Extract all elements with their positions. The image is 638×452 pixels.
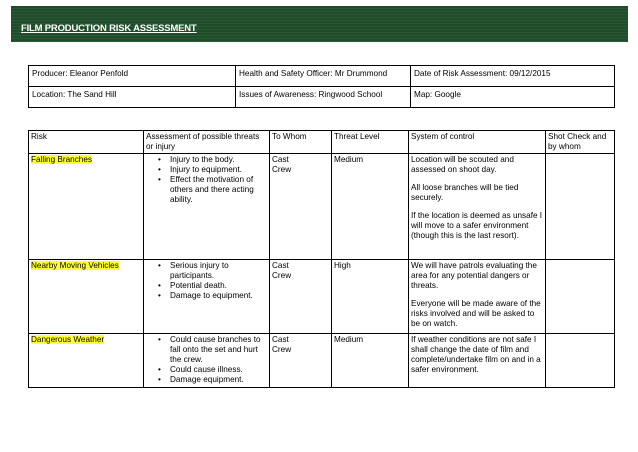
title-banner [11, 6, 628, 42]
info-table [28, 65, 615, 108]
table-row [29, 334, 615, 388]
control-cell [409, 334, 546, 388]
shot-cell [546, 154, 615, 260]
risk-cell [29, 260, 144, 334]
whom-item: Cast [272, 261, 289, 270]
assessment-item: • Injury to the body. [170, 155, 267, 165]
control-cell [409, 154, 546, 260]
assessment-cell [144, 154, 270, 260]
shot-cell [546, 260, 615, 334]
whom-cell [270, 260, 332, 334]
control-item: Everyone will be made aware of the risks involved and will be asked to be on watch. [411, 299, 541, 328]
risk-cell [29, 334, 144, 388]
assessment-item: • Injury to equipment. [170, 165, 267, 175]
assessment-item: • Damage to equipment. [170, 291, 267, 301]
whom-item: Cast [272, 155, 289, 164]
assessment-item: • Effect the motivation of others and there acting ability. [170, 175, 267, 205]
threat-cell: Medium [332, 154, 409, 260]
table-row [29, 154, 615, 260]
risk-label: Dangerous Weather [31, 335, 105, 344]
header-shot: Shot Check and by whom [546, 131, 615, 154]
whom-item: Cast [272, 335, 289, 344]
info-row [29, 87, 615, 108]
safety-officer-cell: Health and Safety Officer: Mr Drummond [236, 66, 411, 87]
assessment-item: • Serious injury to participants. [170, 261, 267, 281]
date-cell: Date of Risk Assessment: 09/12/2015 [411, 66, 615, 87]
whom-item: Crew [272, 345, 292, 354]
control-item: Location will be scouted and assessed on shoot day. [411, 155, 514, 174]
assessment-cell [144, 260, 270, 334]
whom-cell [270, 334, 332, 388]
control-item: All loose branches will be tied securely. [411, 183, 519, 202]
shot-cell [546, 334, 615, 388]
map-cell: Map: Google [411, 87, 615, 108]
risk-table [28, 130, 615, 388]
assessment-item: • Damage equipment. [170, 375, 267, 385]
threat-cell: Medium [332, 334, 409, 388]
control-item: If weather conditions are not safe I shall change the date of film and complete/undertake film on and in a safer environment. [411, 335, 541, 374]
page-title: FILM PRODUCTION RISK ASSESSMENT [21, 23, 197, 34]
risk-cell [29, 154, 144, 260]
whom-cell [270, 154, 332, 260]
assessment-item: • Could cause branches to fall onto the set and hurt the crew. [170, 335, 267, 365]
awareness-cell: Issues of Awareness: Ringwood School [236, 87, 411, 108]
assessment-cell [144, 334, 270, 388]
risk-label: Nearby Moving Vehicles [31, 261, 119, 270]
assessment-item: • Could cause illness. [170, 365, 267, 375]
header-whom: To Whom [270, 131, 332, 154]
control-item: If the location is deemed as unsafe I will move to a safer environment (though this is the last resort). [411, 211, 543, 240]
info-row [29, 66, 615, 87]
table-row [29, 260, 615, 334]
control-cell [409, 260, 546, 334]
header-risk: Risk [29, 131, 144, 154]
whom-item: Crew [272, 271, 292, 280]
header-assessment: Assessment of possible threats or injury [144, 131, 270, 154]
risk-label: Falling Branches [31, 155, 92, 164]
header-row [29, 131, 615, 154]
location-cell: Location: The Sand Hill [29, 87, 236, 108]
producer-cell: Producer: Eleanor Penfold [29, 66, 236, 87]
control-item: We will have patrols evaluating the area for any potential dangers or threats. [411, 261, 537, 290]
assessment-item: • Potential death. [170, 281, 267, 291]
header-control: System of control [409, 131, 546, 154]
header-threat: Threat Level [332, 131, 409, 154]
whom-item: Crew [272, 165, 292, 174]
threat-cell: High [332, 260, 409, 334]
